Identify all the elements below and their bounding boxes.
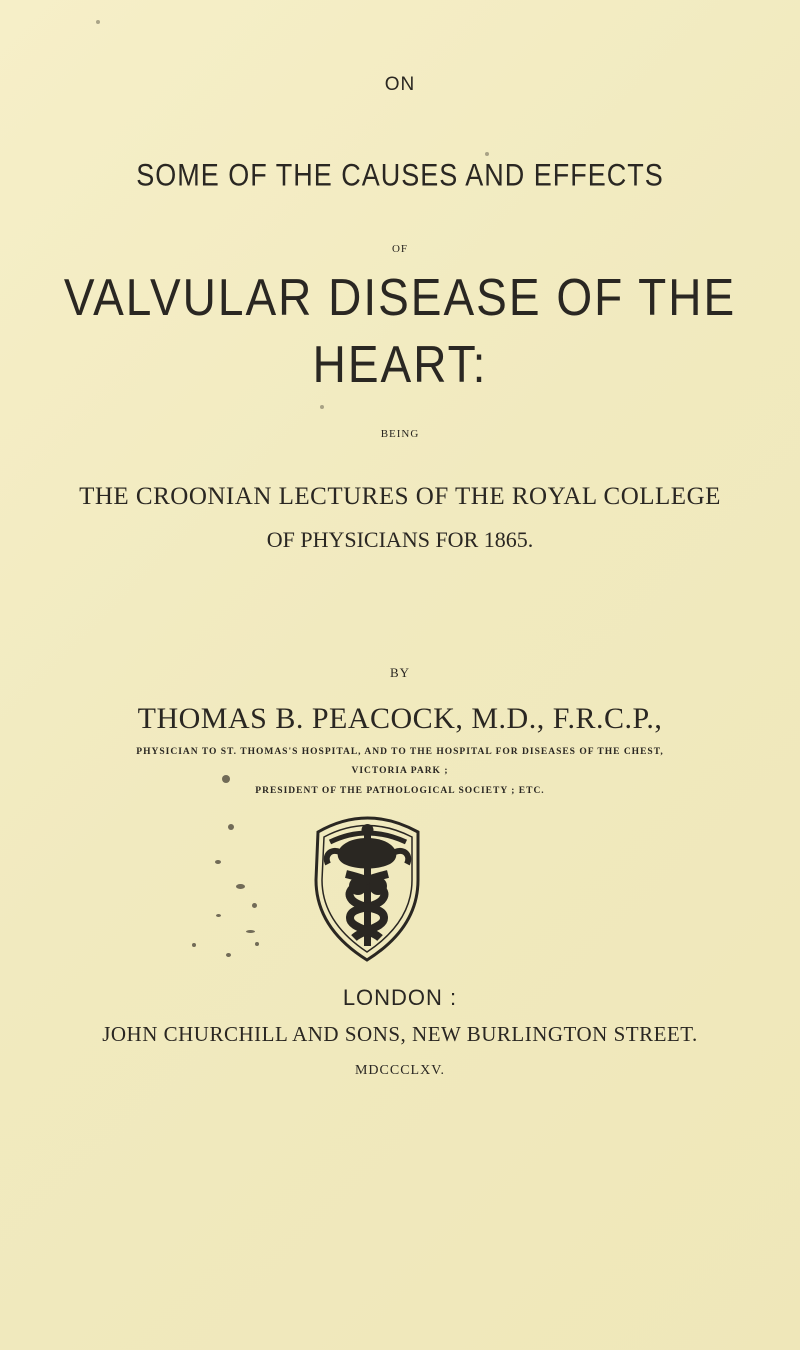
publisher-name: JOHN CHURCHILL AND SONS, NEW BURLINGTON STREET.	[102, 1022, 698, 1046]
subtitle-causes-effects: SOME OF THE CAUSES AND EFFECTS	[136, 157, 664, 193]
publication-year: MDCCCLXV.	[354, 1063, 446, 1078]
main-title-line-1: VALVULAR DISEASE OF THE	[63, 267, 737, 327]
author-credentials-line-2: VICTORIA PARK ;	[351, 766, 449, 776]
author-credentials-line-1: PHYSICIAN TO ST. THOMAS'S HOSPITAL, AND TO THE HOSPITAL FOR DISEASES OF THE CHEST,	[136, 747, 664, 757]
author-credentials-line-3: PRESIDENT OF THE PATHOLOGICAL SOCIETY ; ETC.	[255, 786, 545, 796]
main-title-line-2: HEART:	[312, 334, 488, 394]
word-by: BY	[389, 665, 411, 680]
lectures-line-2: OF PHYSICIANS FOR 1865.	[266, 527, 534, 552]
preposition-on: ON	[384, 74, 416, 95]
preposition-of: OF	[391, 243, 409, 255]
caduceus-shield-icon	[300, 810, 435, 970]
publication-place: LONDON :	[342, 985, 458, 1010]
author-name: THOMAS B. PEACOCK, M.D., F.R.C.P.,	[137, 702, 663, 735]
lectures-line-1: THE CROONIAN LECTURES OF THE ROYAL COLLEGE	[79, 483, 721, 510]
word-being: BEING	[380, 428, 420, 440]
